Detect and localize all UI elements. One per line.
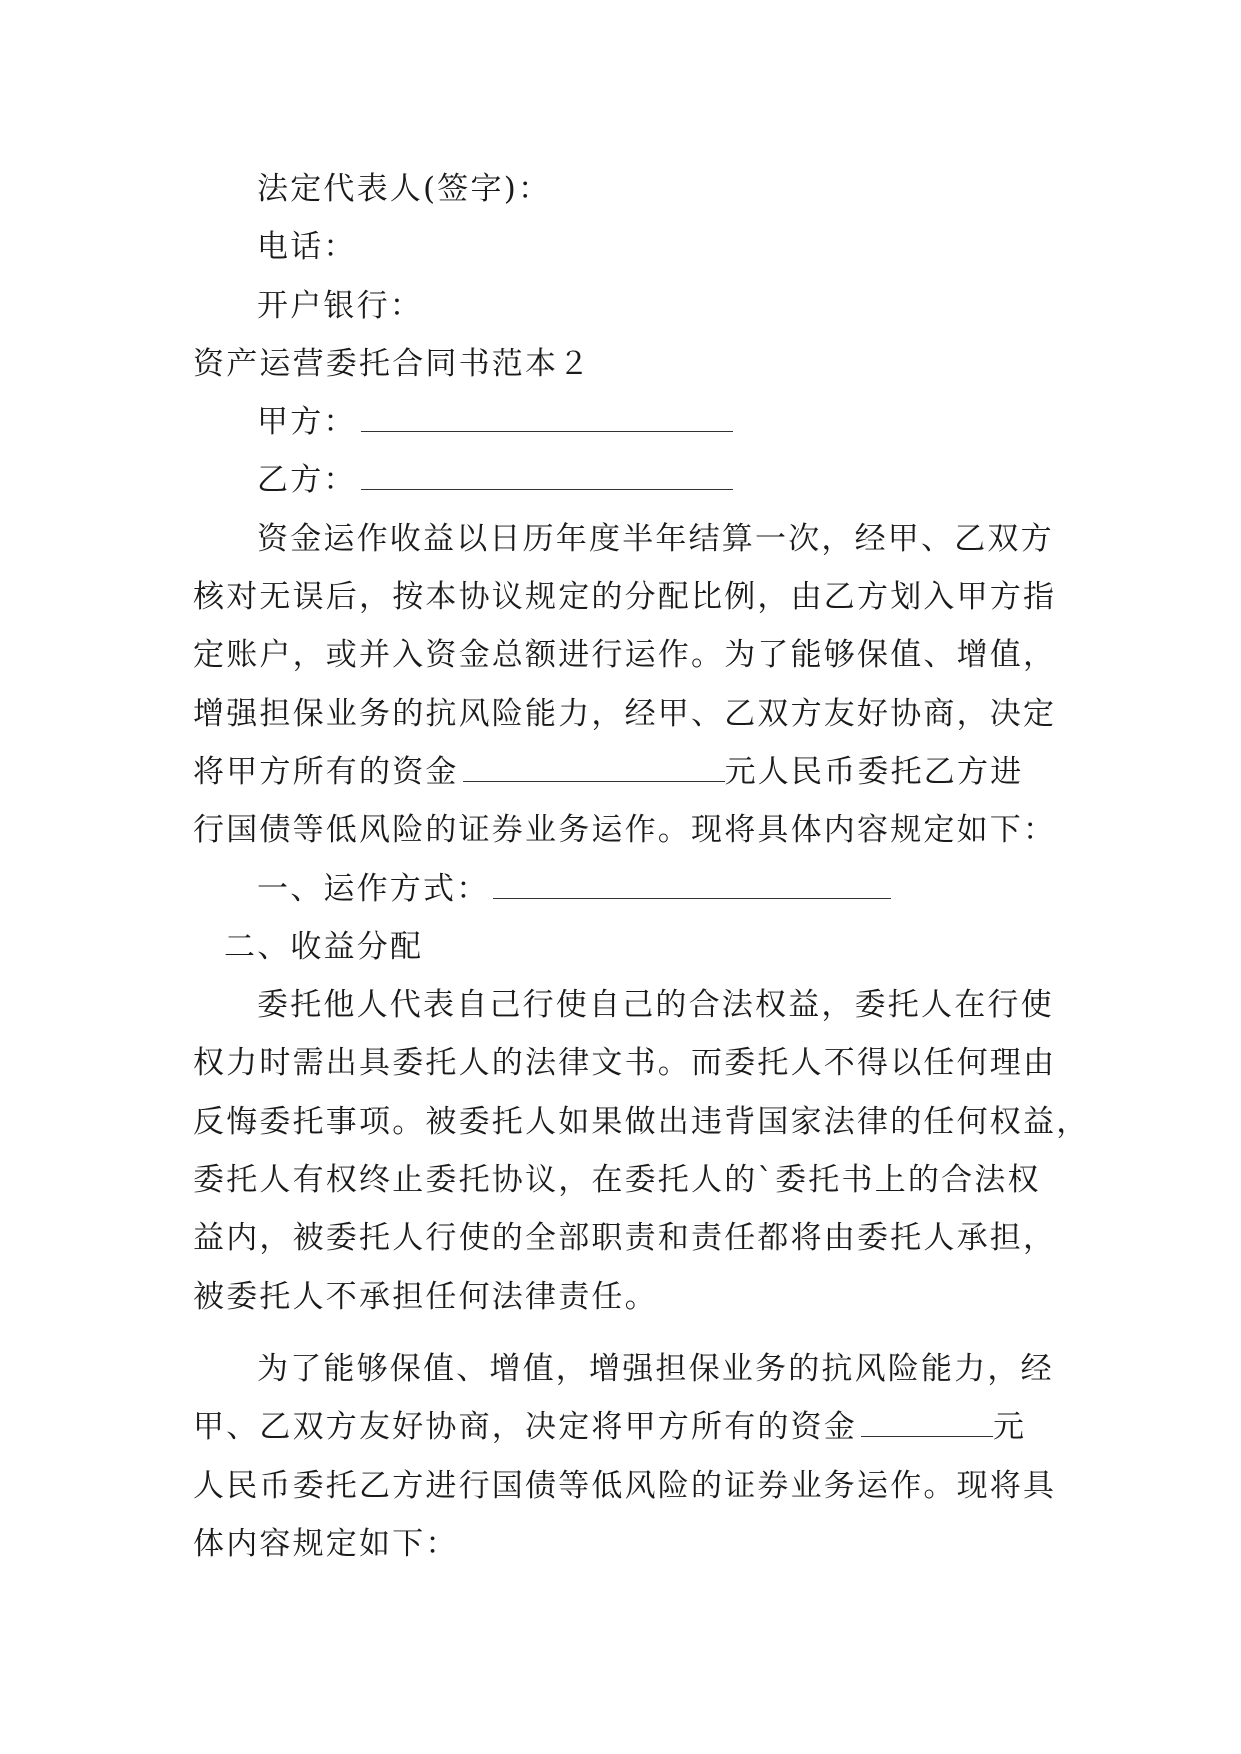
party-a-label: 甲方： bbox=[257, 404, 357, 441]
paragraph-3-line-2 bbox=[193, 1398, 1053, 1456]
bank-line: 开户银行： bbox=[257, 287, 423, 324]
fund-amount-blank-2 bbox=[861, 1410, 993, 1437]
paragraph-1-line-3: 定账户，或并入资金总额进行运作。为了能够保值、增值， bbox=[193, 637, 1057, 674]
paragraph-1-line-6: 行国债等低风险的证券业务运作。现将具体内容规定如下： bbox=[193, 812, 1057, 849]
paragraph-1-line-5 bbox=[193, 743, 1053, 801]
paragraph-2-line-6: 被委托人不承担任何法律责任。 bbox=[193, 1278, 658, 1315]
document-body bbox=[193, 160, 1090, 1573]
paragraph-2-line-3: 反悔委托事项。被委托人如果做出违背国家法律的任何权益， bbox=[193, 1103, 1090, 1140]
paragraph-2-line-4: 委托人有权终止委托协议，在委托人的`委托书上的合法权 bbox=[193, 1162, 1041, 1199]
party-b-blank bbox=[361, 463, 733, 490]
party-a-line bbox=[193, 393, 1053, 451]
party-b-line bbox=[193, 451, 1053, 509]
document-title: 资产运营委托合同书范本２ bbox=[193, 345, 592, 382]
paragraph-1-line-5-end: 元人民币委托乙方进 bbox=[724, 753, 1024, 790]
operation-method-blank bbox=[493, 872, 891, 899]
paragraph-2-line-1: 委托他人代表自己行使自己的合法权益，委托人在行使 bbox=[257, 987, 1054, 1024]
party-b-label: 乙方： bbox=[257, 462, 357, 499]
paragraph-2-line-2: 权力时需出具委托人的法律文书。而委托人不得以任何理由 bbox=[193, 1045, 1057, 1082]
paragraph-1-line-1: 资金运作收益以日历年度半年结算一次，经甲、乙双方 bbox=[257, 520, 1054, 557]
paragraph-1-line-4: 增强担保业务的抗风险能力，经甲、乙双方友好协商，决定 bbox=[193, 695, 1057, 732]
paragraph-1-line-5-start: 将甲方所有的资金 bbox=[193, 753, 459, 790]
section-1-line bbox=[193, 860, 1053, 918]
paragraph-gap bbox=[193, 1326, 1053, 1340]
party-a-blank bbox=[361, 405, 733, 432]
paragraph-3-line-4: 体内容规定如下： bbox=[193, 1525, 459, 1562]
paragraph-3-line-3: 人民币委托乙方进行国债等低风险的证券业务运作。现将具 bbox=[193, 1467, 1057, 1504]
section-2-heading: 二、收益分配 bbox=[224, 928, 424, 965]
fund-amount-blank bbox=[463, 755, 725, 782]
phone-line: 电话： bbox=[257, 229, 357, 266]
paragraph-1-line-2: 核对无误后，按本协议规定的分配比例，由乙方划入甲方指 bbox=[193, 579, 1057, 616]
paragraph-2-line-5: 益内，被委托人行使的全部职责和责任都将由委托人承担， bbox=[193, 1220, 1057, 1257]
legal-representative-line: 法定代表人(签字)： bbox=[257, 171, 552, 207]
section-1-label: 一、运作方式： bbox=[257, 870, 490, 907]
paragraph-3-line-2-end: 元 bbox=[993, 1409, 1027, 1446]
paragraph-3-line-1: 为了能够保值、增值，增强担保业务的抗风险能力，经 bbox=[257, 1350, 1054, 1387]
paragraph-3-line-2-start: 甲、乙双方友好协商，决定将甲方所有的资金 bbox=[193, 1409, 857, 1446]
